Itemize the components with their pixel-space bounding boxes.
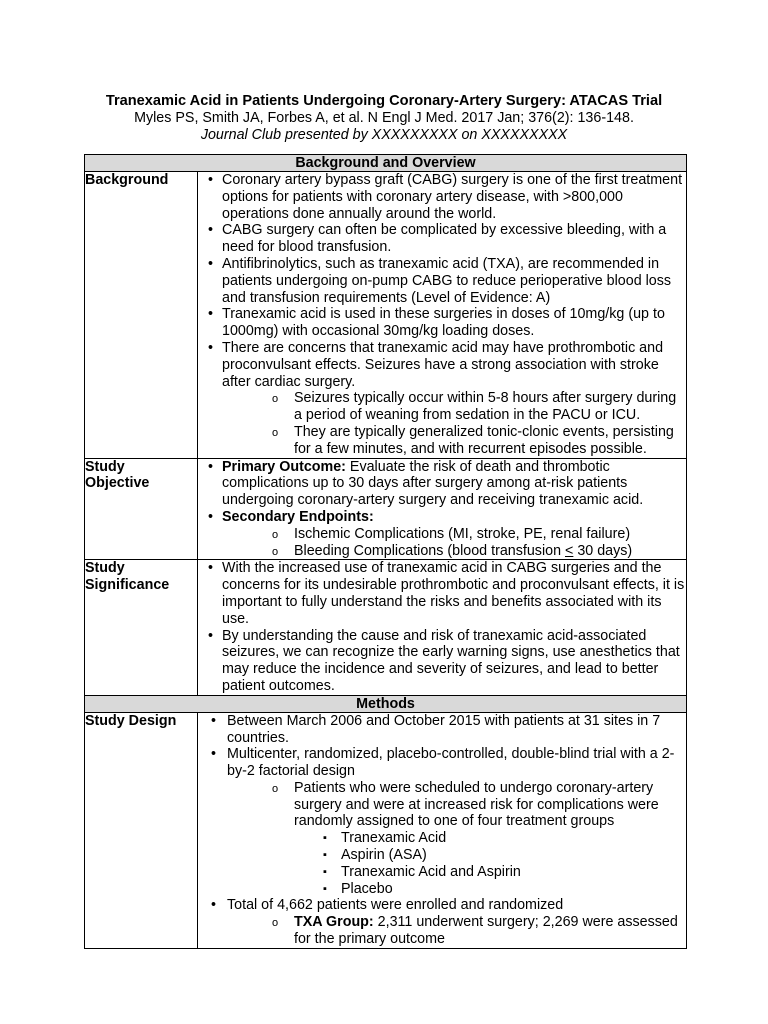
list-item: • Multicenter, randomized, placebo-controlled, double-blind trial with a 2-by-2 factorial design — [198, 746, 686, 780]
list-item: ▪ Tranexamic Acid — [198, 830, 686, 847]
list-item: • CABG surgery can often be complicated by excessive bleeding, with a need for blood transfusion. — [198, 222, 686, 256]
txa-group-lead: TXA Group: — [294, 914, 374, 931]
list-item: o Seizures typically occur within 5-8 hours after surgery during a period of weaning from sedation in the PACU or ICU. — [198, 390, 686, 424]
row-study-significance — [85, 560, 687, 695]
design-sub-bullets — [198, 780, 686, 830]
bleeding-suffix: 30 days) — [573, 542, 633, 559]
list-item: ▪ Placebo — [198, 881, 686, 898]
list-item — [198, 914, 686, 948]
row-label-study-objective — [85, 458, 198, 560]
background-bullets — [198, 172, 686, 390]
row-background — [85, 172, 687, 459]
design-bullets — [198, 713, 686, 780]
list-item-text: There are concerns that tranexamic acid may have prothrombotic and proconvulsant effects. Seizures have a strong association with stroke after cardiac surgery. — [222, 339, 664, 390]
list-item: o Ischemic Complications (MI, stroke, PE, renal failure) — [198, 526, 686, 543]
list-item: • Between March 2006 and October 2015 with patients at 31 sites in 7 countries. — [198, 713, 686, 747]
list-item — [198, 340, 686, 390]
journal-club-table — [84, 154, 687, 949]
list-item: • By understanding the cause and risk of tranexamic acid-associated seizures, we can recognize the early warning signs, use anesthetics that may reduce the incidence and severity of seizures, and lead to better patient outcomes. — [198, 628, 686, 695]
row-label-study-design: Study Design — [85, 712, 198, 948]
secondary-endpoints-lead: Secondary Endpoints: — [222, 508, 374, 525]
list-item — [198, 459, 686, 509]
significance-bullets — [198, 560, 686, 694]
enrollment-sub-bullets — [198, 914, 686, 948]
list-item — [198, 509, 686, 526]
list-item: ▪ Tranexamic Acid and Aspirin — [198, 864, 686, 881]
row-content-study-design — [198, 712, 687, 948]
row-content-study-significance — [198, 560, 687, 695]
objective-bullets — [198, 459, 686, 526]
primary-outcome-text: Evaluate the risk of death and thrombotic complications up to 30 days after surgery among at-risk patients undergoing coronary-artery surgery and receiving tranexamic acid. — [222, 458, 644, 509]
treatment-groups — [198, 830, 686, 897]
less-equal-mark: < — [565, 542, 574, 559]
bleeding-prefix: Bleeding Complications (blood transfusion — [294, 542, 565, 559]
list-item: • Coronary artery bypass graft (CABG) surgery is one of the first treatment options for patients with coronary artery disease, with >800,000 operations done annually around the world. — [198, 172, 686, 222]
list-item — [198, 543, 686, 560]
presenter-line: Journal Club presented by XXXXXXXXX on XXXXXXXXX — [200, 127, 568, 143]
label-line: Objective — [85, 475, 150, 492]
label-line: Study — [85, 560, 125, 577]
label-line: Significance — [85, 577, 170, 594]
row-study-objective — [85, 458, 687, 560]
section-row-methods — [85, 695, 687, 712]
enrollment-bullets — [198, 897, 686, 914]
list-item: • With the increased use of tranexamic acid in CABG surgeries and the concerns for its undesirable prothrombotic and proconvulsant effects, it is important to fully understand the risks and benefits associated with its use. — [198, 560, 686, 627]
primary-outcome-lead: Primary Outcome: — [222, 458, 346, 475]
row-content-background — [198, 172, 687, 459]
txa-group-text: 2,311 underwent surgery; 2,269 were assessed for the primary outcome — [294, 914, 678, 948]
section-row-background-overview — [85, 155, 687, 172]
list-item: o They are typically generalized tonic-clonic events, persisting for a few minutes, and with recurrent episodes possible. — [198, 424, 686, 458]
list-item: ▪ Aspirin (ASA) — [198, 847, 686, 864]
background-sub-bullets — [198, 390, 686, 457]
list-item: o Patients who were scheduled to undergo coronary-artery surgery and were at increased risk for complications were randomly assigned to one of four treatment groups — [198, 780, 686, 830]
row-content-study-objective — [198, 458, 687, 560]
label-line: Study — [85, 458, 125, 475]
row-label-background: Background — [85, 172, 198, 459]
list-item: • Tranexamic acid is used in these surgeries in doses of 10mg/kg (up to 1000mg) with occasional 30mg/kg loading doses. — [198, 306, 686, 340]
citation: Myles PS, Smith JA, Forbes A, et al. N Engl J Med. 2017 Jan; 376(2): 136-148. — [134, 110, 634, 126]
list-item: • Total of 4,662 patients were enrolled and randomized — [198, 897, 686, 914]
document-title: Tranexamic Acid in Patients Undergoing Coronary-Artery Surgery: ATACAS Trial — [105, 93, 663, 109]
section-header-background-overview: Background and Overview — [85, 155, 687, 172]
list-item: • Antifibrinolytics, such as tranexamic acid (TXA), are recommended in patients undergoing on-pump CABG to reduce perioperative blood loss and transfusion requirements (Level of Evidence: A) — [198, 256, 686, 306]
row-study-design — [85, 712, 687, 948]
section-header-methods: Methods — [85, 695, 687, 712]
row-label-study-significance — [85, 560, 198, 695]
secondary-endpoints-list — [198, 526, 686, 560]
